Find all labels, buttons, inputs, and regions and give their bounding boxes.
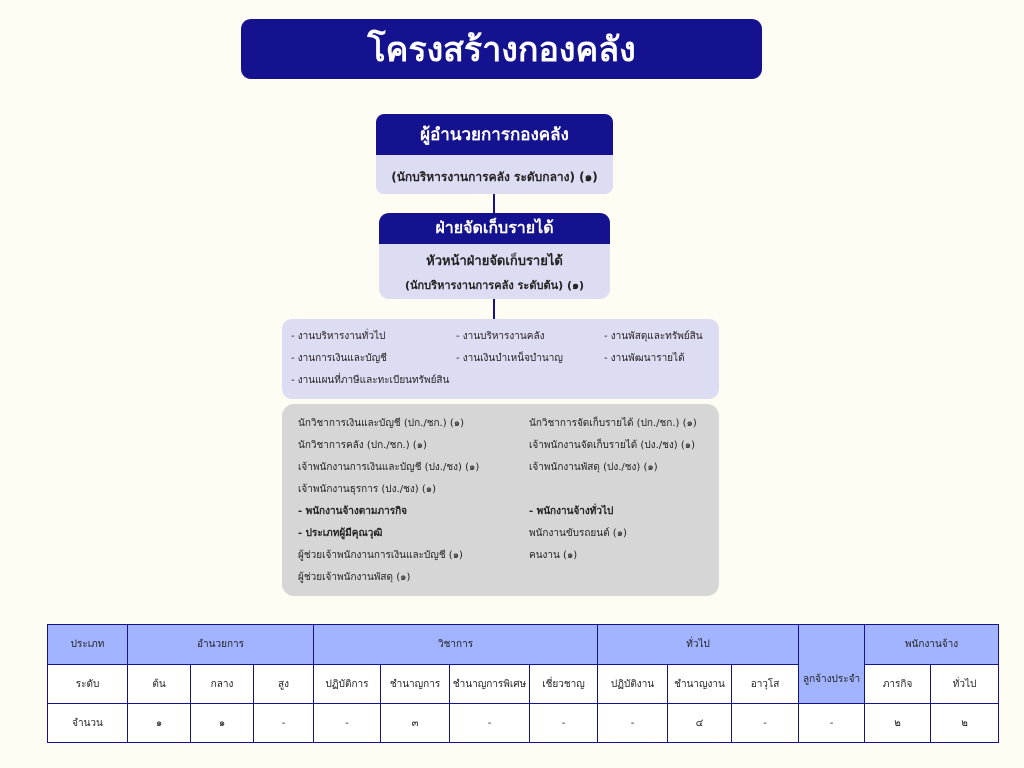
count-cell: - bbox=[732, 704, 799, 743]
row-label-count: จำนวน bbox=[48, 704, 128, 743]
task-item: - งานเงินบำเหน็จบำนาญ bbox=[456, 353, 563, 364]
level-header: เชี่ยวชาญ bbox=[530, 665, 598, 704]
staff-category-heading: - พนักงานจ้างทั่วไป bbox=[529, 506, 614, 517]
staff-list-box bbox=[282, 404, 719, 596]
group-header: ทั่วไป bbox=[598, 625, 799, 665]
task-item: - งานบริหารงานคลัง bbox=[456, 331, 545, 342]
row-label-type: ประเภท bbox=[48, 625, 128, 665]
staff-item: เจ้าพนักงานธุรการ (ปง./ชง) (๑) bbox=[298, 484, 436, 495]
level-header: ทั่วไป bbox=[931, 665, 999, 704]
staff-item: เจ้าพนักงานจัดเก็บรายได้ (ปง./ชง) (๑) bbox=[529, 440, 696, 451]
connector-line bbox=[493, 299, 495, 319]
count-cell: ๒ bbox=[865, 704, 931, 743]
staff-category-heading: - พนักงานจ้างตามภารกิจ bbox=[298, 506, 407, 517]
count-cell: - bbox=[450, 704, 530, 743]
task-list-box bbox=[282, 319, 719, 399]
level-header: ชำนาญการ bbox=[381, 665, 450, 704]
director-box bbox=[376, 114, 613, 194]
count-cell: ๔ bbox=[668, 704, 732, 743]
level-header: อาวุโส bbox=[732, 665, 799, 704]
staff-item: นักวิชาการคลัง (ปก./ชก.) (๑) bbox=[298, 440, 427, 451]
director-position: (นักบริหารงานการคลัง ระดับกลาง) (๑) bbox=[391, 170, 598, 184]
group-header: พนักงานจ้าง bbox=[865, 625, 999, 665]
position-summary-table bbox=[47, 624, 999, 743]
division-title: ฝ่ายจัดเก็บรายได้ bbox=[379, 213, 610, 244]
count-cell: ๓ bbox=[381, 704, 450, 743]
task-item: - งานบริหารงานทั่วไป bbox=[291, 331, 386, 342]
task-item: - งานพัฒนารายได้ bbox=[604, 353, 685, 364]
staff-item: คนงาน (๑) bbox=[529, 550, 578, 561]
division-box bbox=[379, 213, 610, 299]
group-header: อำนวยการ bbox=[128, 625, 314, 665]
division-head: หัวหน้าฝ่ายจัดเก็บรายได้ bbox=[426, 254, 563, 269]
count-cell: - bbox=[598, 704, 668, 743]
level-header: สูง bbox=[254, 665, 314, 704]
director-title: ผู้อำนวยการกองคลัง bbox=[376, 114, 613, 155]
count-cell: ๑ bbox=[191, 704, 254, 743]
level-header: ชำนาญงาน bbox=[668, 665, 732, 704]
staff-item: เจ้าพนักงานพัสดุ (ปง./ชง) (๑) bbox=[529, 462, 658, 473]
staff-item: เจ้าพนักงานการเงินและบัญชี (ปง./ชง) (๑) bbox=[298, 462, 480, 473]
task-item: - งานการเงินและบัญชี bbox=[291, 353, 387, 364]
group-header: วิชาการ bbox=[314, 625, 598, 665]
connector-line bbox=[493, 194, 495, 213]
staff-item: พนักงานขับรถยนต์ (๑) bbox=[529, 528, 627, 539]
level-header: ชำนาญการพิเศษ bbox=[450, 665, 530, 704]
row-label-level: ระดับ bbox=[48, 665, 128, 704]
level-header: ต้น bbox=[128, 665, 191, 704]
level-header: ปฏิบัติงาน bbox=[598, 665, 668, 704]
task-item: - งานแผนที่ภาษีและทะเบียนทรัพย์สิน bbox=[291, 375, 450, 386]
staff-item: ผู้ช่วยเจ้าพนักงานการเงินและบัญชี (๑) bbox=[298, 550, 463, 561]
staff-item: ผู้ช่วยเจ้าพนักงานพัสดุ (๑) bbox=[298, 572, 411, 583]
count-cell: - bbox=[530, 704, 598, 743]
count-cell: ๒ bbox=[931, 704, 999, 743]
level-header: ปฏิบัติการ bbox=[314, 665, 381, 704]
level-header: ภารกิจ bbox=[865, 665, 931, 704]
task-item: - งานพัสดุและทรัพย์สิน bbox=[604, 331, 703, 342]
division-head-position: (นักบริหารงานการคลัง ระดับต้น) (๑) bbox=[404, 279, 585, 292]
staff-item: นักวิชาการจัดเก็บรายได้ (ปก./ชก.) (๑) bbox=[529, 418, 697, 429]
group-header: ลูกจ้างประจำ bbox=[799, 625, 865, 704]
staff-category-heading: - ประเภทผู้มีคุณวุฒิ bbox=[298, 528, 383, 539]
staff-item: นักวิชาการเงินและบัญชี (ปก./ชก.) (๑) bbox=[298, 418, 464, 429]
count-cell: - bbox=[799, 704, 865, 743]
count-cell: - bbox=[314, 704, 381, 743]
page-title: โครงสร้างกองคลัง bbox=[241, 19, 762, 79]
count-cell: - bbox=[254, 704, 314, 743]
level-header: กลาง bbox=[191, 665, 254, 704]
count-cell: ๑ bbox=[128, 704, 191, 743]
